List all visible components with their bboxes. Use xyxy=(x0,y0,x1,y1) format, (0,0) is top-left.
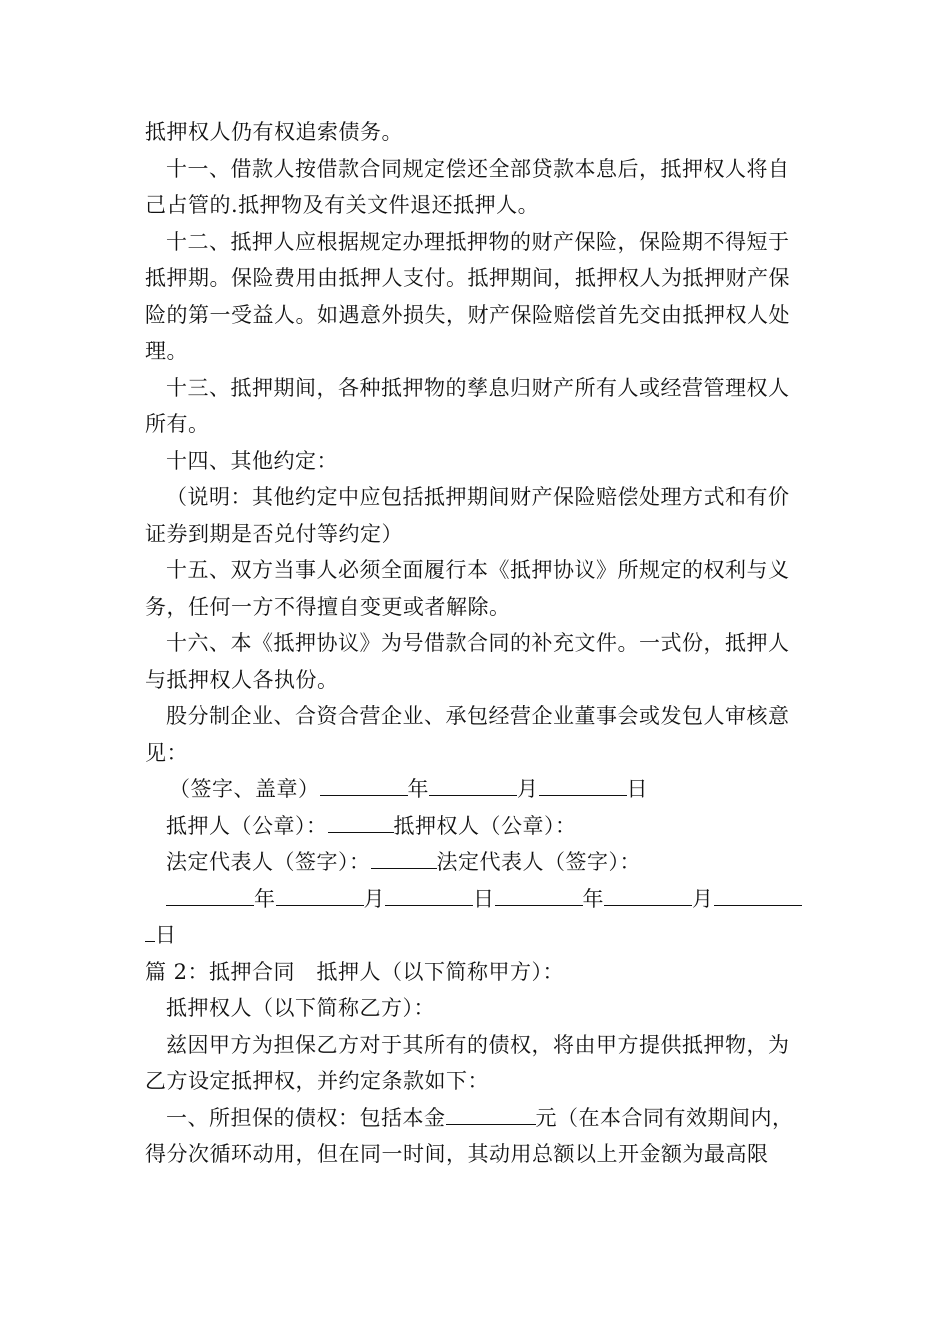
date2-month-blank xyxy=(604,883,692,906)
date2-day-label: 日 xyxy=(155,923,177,947)
clause-12: 十二、抵押人应根据规定办理抵押物的财产保险，保险期不得短于抵押期。保险费用由抵押人支付。抵押期间，抵押权人为抵押财产保险的第一受益人。如遇意外损失，财产保险赔偿首先交由抵押权人处理。 xyxy=(145,229,790,363)
sign-seal-label: （签字、盖章） xyxy=(169,777,320,801)
mortgagee-rep-label: 法定代表人（签字）： xyxy=(436,850,641,874)
clause-11: 十一、借款人按借款合同规定偿还全部贷款本息后，抵押权人将自己占管的.抵押物及有关文件退还抵押人。 xyxy=(145,156,790,217)
clause-14-note: （说明：其他约定中应包括抵押期间财产保险赔偿处理方式和有价证券到期是否兑付等约定） xyxy=(145,485,790,546)
date2-year-label: 年 xyxy=(582,886,604,911)
principal-terms: 元（在本合同有效期间内，得分次循环动用，但在同一时间，其动用总额以上开金额为最高限 xyxy=(145,1105,794,1166)
mortgagor-seal-blank xyxy=(328,810,394,833)
month-blank xyxy=(429,773,517,796)
article-1-secured-debt xyxy=(145,1100,809,1173)
section-2-heading: 篇 2：抵押合同 抵押人（以下简称甲方）： xyxy=(145,959,565,984)
date1-year-label: 年 xyxy=(254,886,276,911)
sign-seal-date-line xyxy=(145,771,809,808)
mortgagor-rep-label: 法定代表人（签字）： xyxy=(166,850,371,874)
year-label: 年 xyxy=(407,777,429,801)
principal-amount-blank xyxy=(446,1102,536,1125)
month-label: 月 xyxy=(517,777,539,801)
day-label: 日 xyxy=(626,777,648,801)
clause-15: 十五、双方当事人必须全面履行本《抵押协议》所规定的权利与义务，任何一方不得擅自变更或者解除。 xyxy=(145,558,790,619)
date2-day-blank xyxy=(714,883,802,906)
day-blank xyxy=(539,773,627,796)
mortgagee-party-line: 抵押权人（以下简称乙方）： xyxy=(166,996,435,1020)
representative-sign-line xyxy=(145,844,809,881)
document-body xyxy=(145,114,809,1173)
date2-month-label: 月 xyxy=(692,886,714,911)
preamble: 兹因甲方为担保乙方对于其所有的债权，将由甲方提供抵押物，为乙方设定抵押权，并约定条款如下： xyxy=(145,1032,790,1093)
date1-day-blank xyxy=(385,883,473,906)
paragraph-creditor-right: 抵押权人仍有权追索债务。 xyxy=(145,120,403,144)
clause-16: 十六、本《抵押协议》为号借款合同的补充文件。一式份，抵押人与抵押权人各执份。 xyxy=(145,631,790,692)
date2-day-blank-tail xyxy=(145,919,155,942)
date1-month-blank xyxy=(276,883,364,906)
clause-13: 十三、抵押期间，各种抵押物的孳息归财产所有人或经营管理权人所有。 xyxy=(145,375,790,436)
date1-day-label: 日 xyxy=(473,886,495,911)
mortgagor-rep-blank xyxy=(371,846,437,869)
year-blank xyxy=(320,773,408,796)
principal-label: 一、所担保的债权：包括本金 xyxy=(166,1105,446,1130)
double-date-line xyxy=(145,881,809,954)
date1-year-blank xyxy=(166,883,254,906)
seal-line xyxy=(145,808,809,845)
date2-year-blank xyxy=(495,883,583,906)
clause-14: 十四、其他约定： xyxy=(166,448,338,473)
board-review-opinion: 股分制企业、合资合营企业、承包经营企业董事会或发包人审核意见： xyxy=(145,704,790,765)
date1-month-label: 月 xyxy=(363,886,385,911)
mortgagor-seal-label: 抵押人（公章）： xyxy=(166,813,328,838)
mortgagee-seal-label: 抵押权人（公章）： xyxy=(393,813,577,838)
